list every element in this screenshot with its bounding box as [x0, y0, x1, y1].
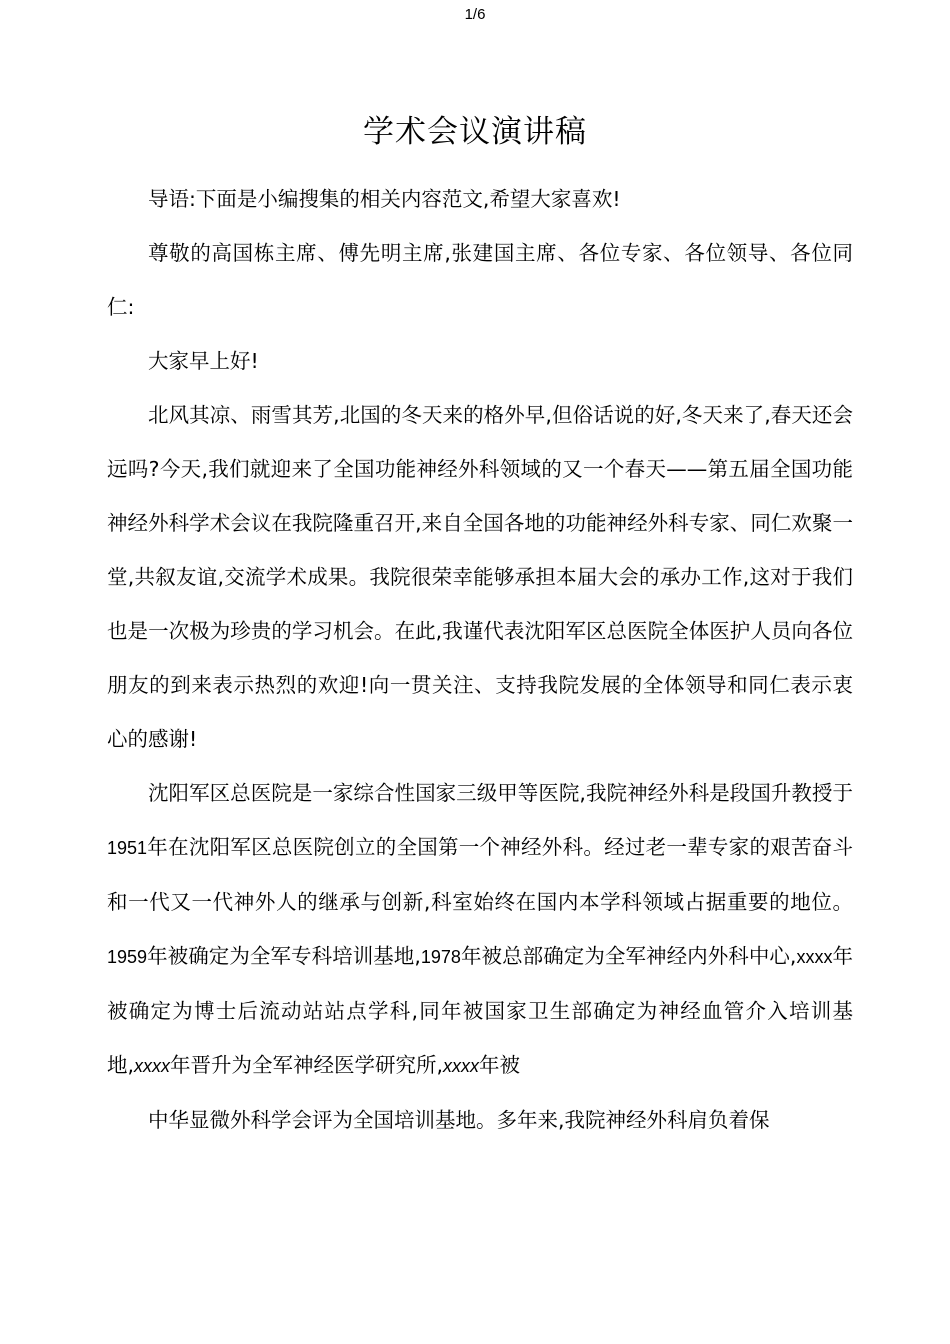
year-placeholder: xxxx — [443, 1056, 480, 1076]
hospital-history-paragraph — [107, 766, 853, 1093]
text-run: 年被确定为博士后流动站站点学科,同年被国家卫生部确定为神经血管介入培训基地, — [107, 944, 854, 1077]
year-1951: 1951 — [107, 838, 148, 858]
welcome-paragraph: 北风其凉、雨雪其芳,北国的冬天来的格外早,但俗话说的好,冬天来了,春天还会远吗?今天,我们就迎来了全国功能神经外科领域的又一个春天——第五届全国功能神经外科学术会议在我院隆重召开,来自全国各地的功能神经外科专家、同仁欢聚一堂,共叙友谊,交流学术成果。我院很荣幸能够承担本届大会的承办工作,这对于我们也是一次极为珍贵的学习机会。在此,我谨代表沈阳军区总医院全体医护人员向各位朋友的到来表示热烈的欢迎!向一贯关注、支持我院发展的全体领导和同仁表示衷心的感谢! — [107, 403, 853, 751]
text-run: 年晋升为全军神经医学研究所, — [170, 1053, 444, 1077]
year-1978: 1978 — [420, 947, 461, 967]
document-title: 学术会议演讲稿 — [363, 114, 587, 150]
text-run: 年被 — [479, 1053, 521, 1077]
training-base-paragraph: 中华显微外科学会评为全国培训基地。多年来,我院神经外科肩负着保 — [148, 1108, 770, 1132]
salutation-paragraph: 尊敬的高国栋主席、傅先明主席,张建国主席、各位专家、各位领导、各位同仁: — [107, 241, 853, 319]
text-run: 年被确定为全军专科培训基地, — [147, 944, 421, 968]
document-body — [107, 172, 853, 1147]
year-placeholder: xxxx — [796, 947, 833, 967]
year-placeholder: xxxx — [134, 1056, 171, 1076]
page-number: 1/6 — [464, 6, 486, 23]
year-1959: 1959 — [107, 947, 148, 967]
text-run: 沈阳军区总医院是一家综合性国家三级甲等医院,我院神经外科是段国升教授于 — [148, 781, 853, 805]
text-run: 年在沈阳军区总医院创立的全国第一个神经外科。经过老一辈专家的艰苦奋斗和一代又一代神外人的继承与创新,科室始终在国内本学科领域占据重要的地位。 — [107, 835, 853, 914]
greeting-paragraph: 大家早上好! — [148, 349, 259, 373]
intro-paragraph: 导语:下面是小编搜集的相关内容范文,希望大家喜欢! — [148, 187, 621, 211]
text-run: 年被总部确定为全军神经内外科中心, — [460, 944, 797, 968]
